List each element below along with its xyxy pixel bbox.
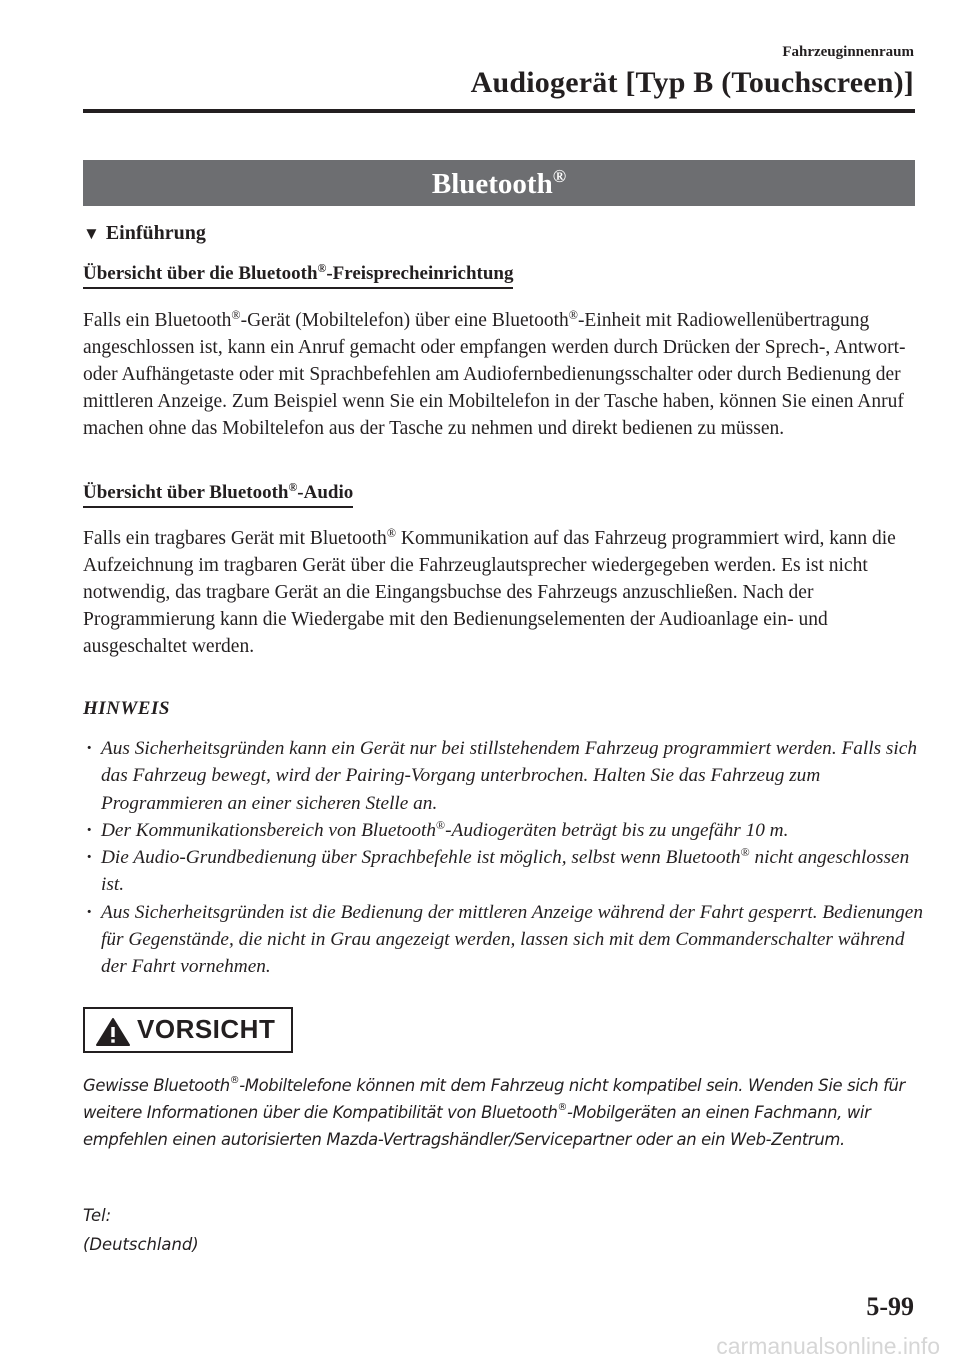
intro-heading <box>83 222 206 245</box>
note-item3-a: Die Audio-Grundbedienung über Sprachbefehle ist möglich, selbst wenn Bluetooth <box>101 847 741 869</box>
warning-triangle-icon <box>95 1017 131 1047</box>
header-rule <box>83 109 915 113</box>
caution-paragraph <box>83 1072 923 1153</box>
registered-mark: ® <box>557 1102 568 1114</box>
note-item2-b: -Audiogeräten beträgt bis zu ungefähr 10 m. <box>445 819 789 841</box>
watermark: carmanualsonline.info <box>716 1333 940 1359</box>
audio-heading-a: Übersicht über Bluetooth <box>83 482 289 503</box>
audio-paragraph <box>83 525 918 660</box>
tel-label: Tel: <box>83 1206 112 1225</box>
note-item: · Aus Sicherheitsgründen kann ein Gerät nur bei stillstehendem Fahrzeug programmiert werden. Falls sich das Fahrzeug bewegt, wird der Pairing-Vorgang unterbrochen. Halten Sie das Fahrzeug zum Programmieren an einer sicheren Stelle an. <box>83 735 923 817</box>
audio-text-b: Kommunikation auf das Fahrzeug programmiert wird, kann die Aufzeichnung im tragbaren Gerät über die Fahrzeuglautsprecher wiedergegeben werden. Es ist nicht notwendig, das tragbare Gerät an die Eingangsbuchse des Fahrzeugs anzuschließen. Nach der Programmierung kann die Wiedergabe mit den Bedienungselementen der Audioanlage ein- und ausgeschaltet werden. <box>83 528 896 657</box>
note-item2-a: Der Kommunikationsbereich von Bluetooth <box>101 819 437 841</box>
note-item3-b: nicht angeschlossen ist. <box>101 847 910 896</box>
tel-country: (Deutschland) <box>83 1235 199 1254</box>
chapter-title: Fahrzeuginnenraum <box>782 44 914 60</box>
registered-mark: ® <box>436 817 446 832</box>
note-title: HINWEIS <box>83 698 170 719</box>
handsfree-heading-b: -Freisprecheinrichtung <box>326 263 514 284</box>
registered-mark: ® <box>740 845 750 860</box>
registered-mark: ® <box>317 261 327 275</box>
caution-text-c: -Mobilgeräten an einen Fachmann, wir empfehlen einen autorisierten Mazda-Vertragshändler/Servicepartner oder an ein Web-Zentrum. <box>83 1103 871 1149</box>
note-list <box>83 735 923 981</box>
handsfree-paragraph <box>83 307 918 442</box>
handsfree-text-c: -Einheit mit Radiowellenübertragung angeschlossen ist, kann ein Anruf gemacht oder empfangen werden durch Drücken der Sprech-, Antwort- oder Aufhängetaste oder mit Sprachbefehlen am Audiofernbedienungsschalter oder durch Bedienung der mittleren Anzeige. Zum Beispiel wenn Sie ein Mobiltelefon in der Tasche haben, können Sie einen Anruf machen ohne das Mobiltelefon aus der Tasche zu nehmen und direkt bedienen zu müssen. <box>83 310 906 439</box>
audio-heading <box>83 482 353 508</box>
handsfree-text-b: -Gerät (Mobiltelefon) über eine Bluetooth <box>240 310 569 331</box>
topic-banner <box>83 160 915 206</box>
audio-heading-b: -Audio <box>297 482 354 503</box>
handsfree-heading <box>83 263 513 289</box>
audio-text-a: Falls ein tragbares Gerät mit Bluetooth <box>83 528 387 549</box>
caution-label: VORSICHT <box>137 1014 276 1044</box>
caution-box <box>83 1007 293 1053</box>
registered-mark: ® <box>386 525 396 540</box>
caution-text-b: -Mobiltelefone können mit dem Fahrzeug nicht kompatibel sein. Wenden Sie sich für weitere Informationen über die Kompatibilität von Bluetooth <box>83 1076 905 1122</box>
handsfree-text-a: Falls ein Bluetooth <box>83 310 232 331</box>
note-item <box>83 817 923 844</box>
intro-heading-text: Einführung <box>105 222 206 244</box>
registered-mark: ® <box>231 307 241 322</box>
registered-mark: ® <box>552 166 567 187</box>
note-item <box>83 844 923 899</box>
note-item: · Aus Sicherheitsgründen ist die Bedienung der mittleren Anzeige während der Fahrt gesperrt. Bedienungen für Gegenstände, die nicht in Grau angezeigt werden, lassen sich mit dem Commanderschalter während der Fahrt vornehmen. <box>83 899 923 981</box>
handsfree-heading-a: Übersicht über die Bluetooth <box>83 263 318 284</box>
registered-mark: ® <box>229 1075 240 1087</box>
triangle-down-icon: ▼ <box>83 224 100 243</box>
section-title: Audiogerät [Typ B (Touchscreen)] <box>470 66 914 99</box>
page-number: 5-99 <box>866 1292 914 1321</box>
banner-title: Bluetooth <box>431 168 553 200</box>
registered-mark: ® <box>288 480 298 494</box>
caution-text-a: Gewisse Bluetooth <box>83 1076 230 1095</box>
registered-mark: ® <box>568 307 578 322</box>
